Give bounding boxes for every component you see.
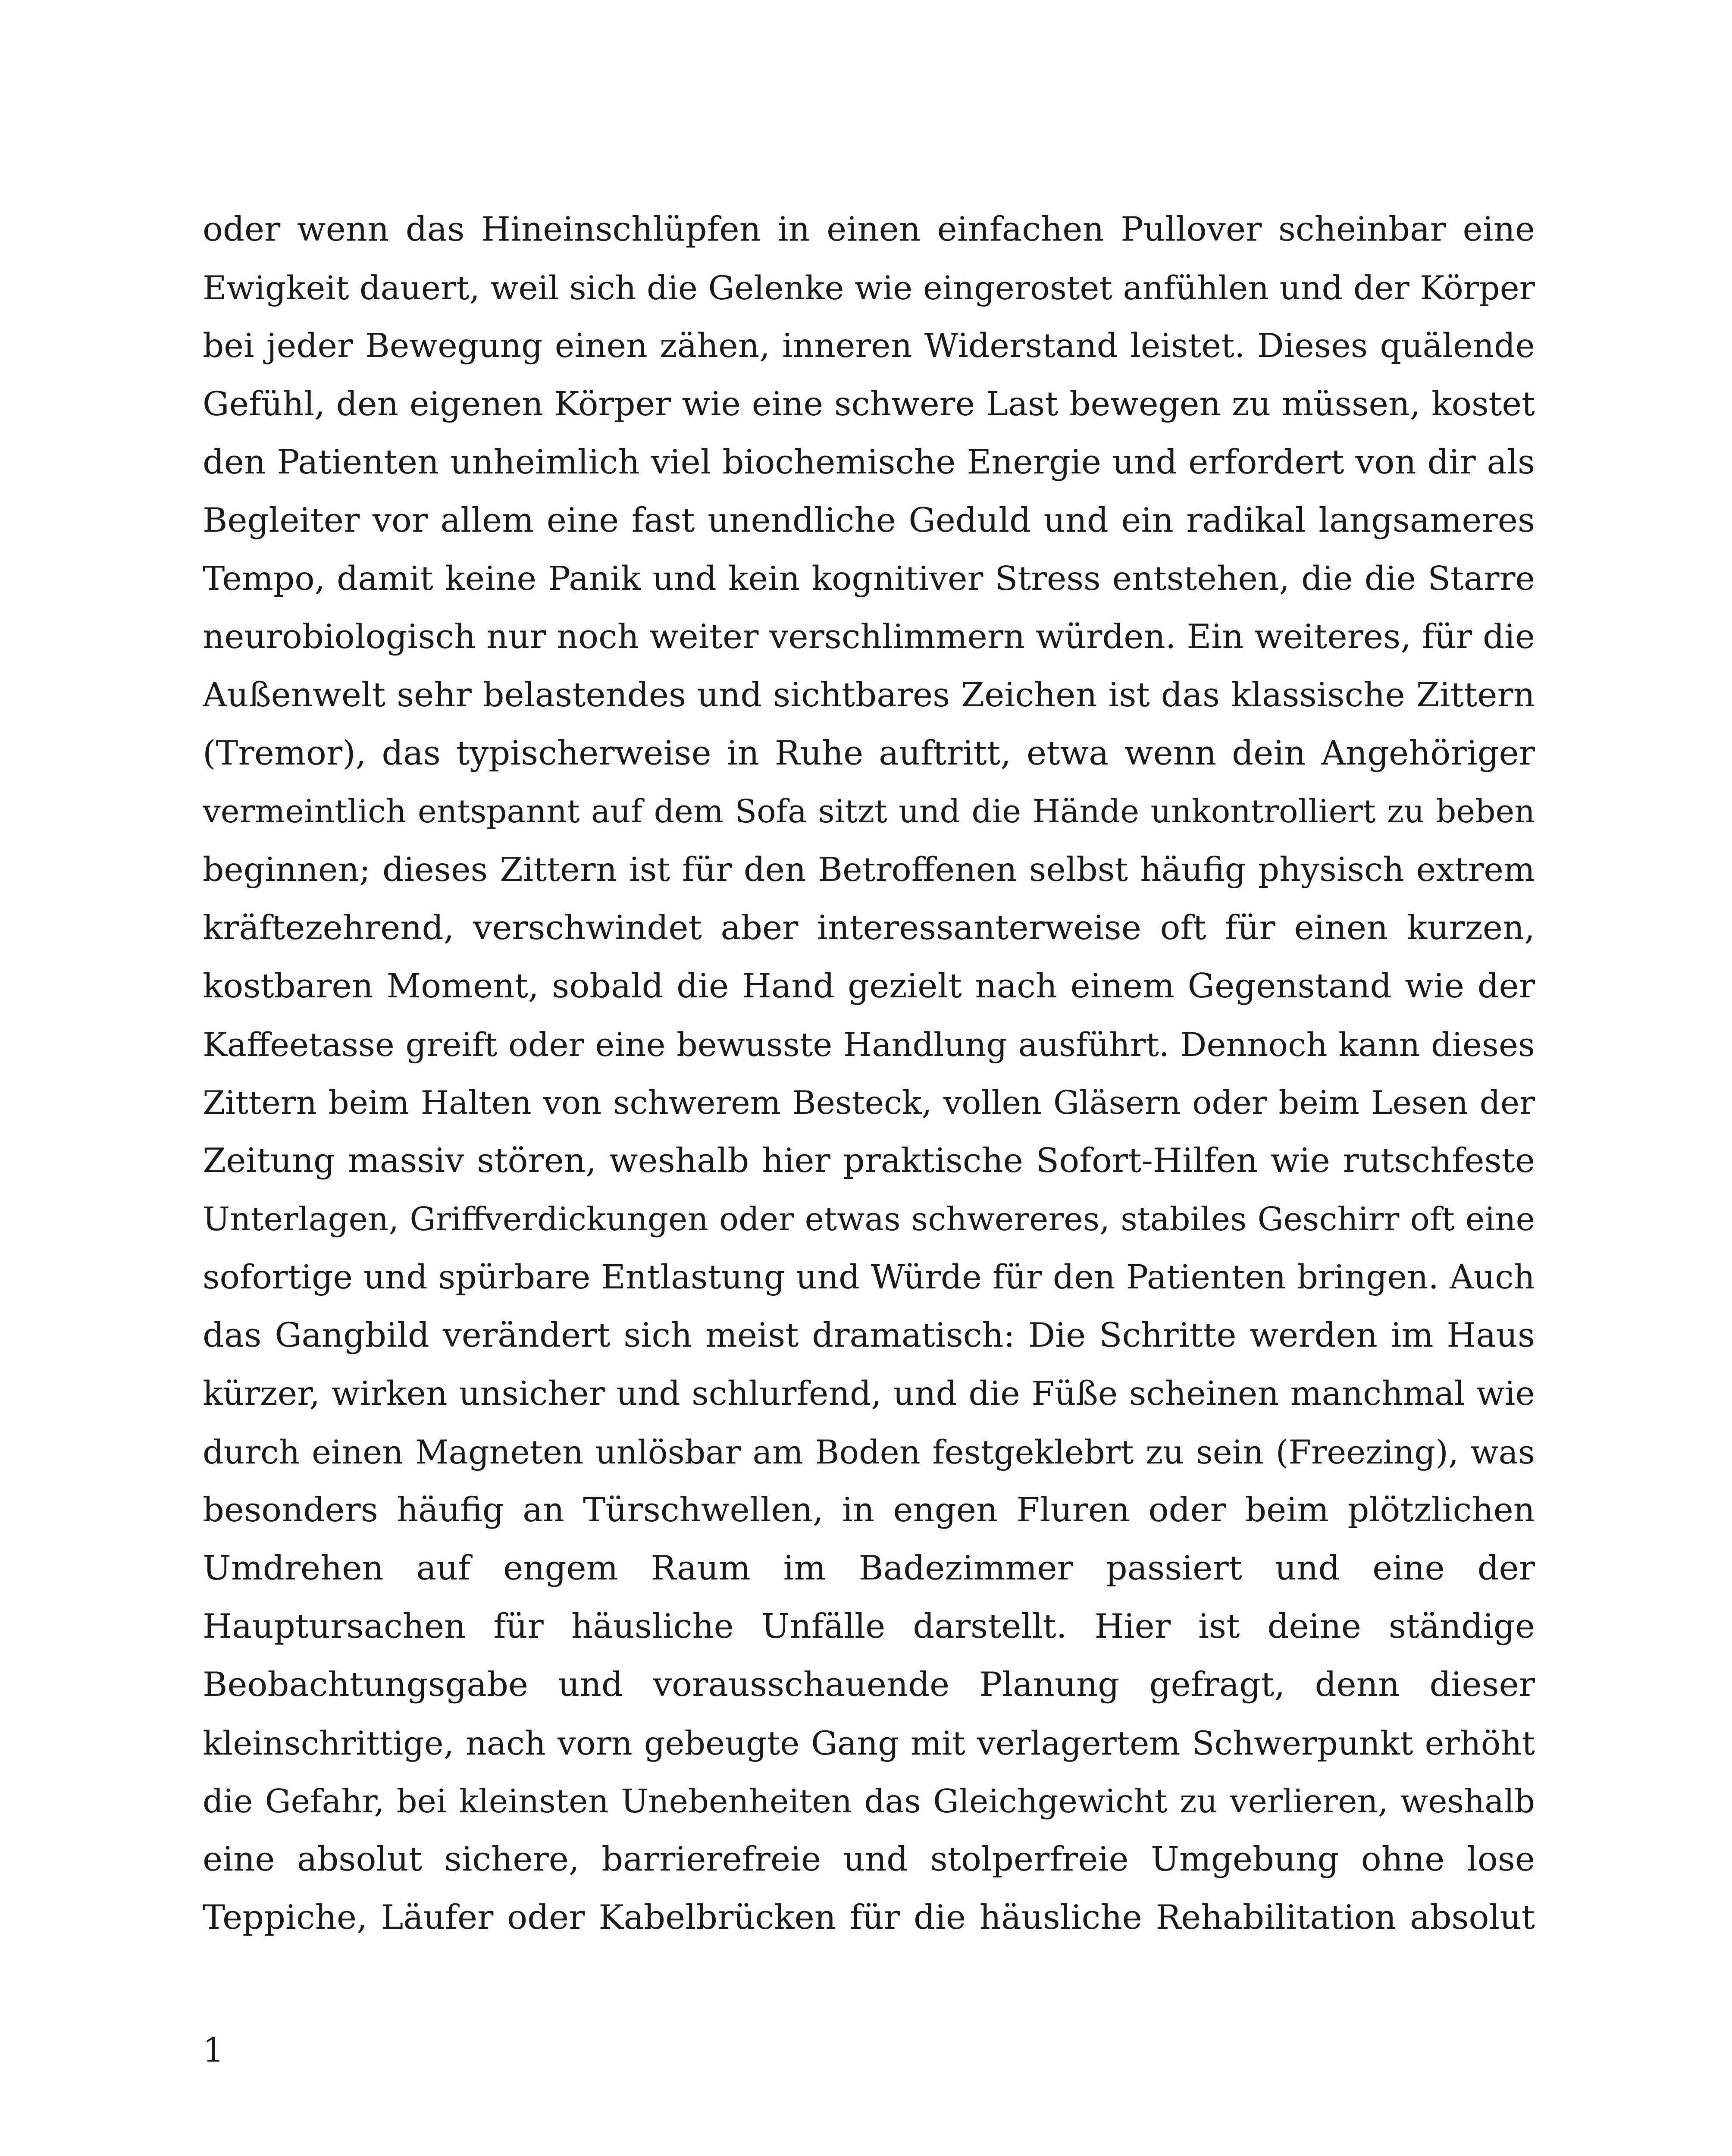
- text-line: Zeitung massiv stören, weshalb hier praktische Sofort-Hilfen wie rutschfeste: [203, 1141, 1535, 1180]
- text-line: Zittern beim Halten von schwerem Besteck, vollen Gläsern oder beim Lesen der: [203, 1084, 1535, 1122]
- text-line: Ewigkeit dauert, weil sich die Gelenke wie eingerostet anfühlen und der Körper: [203, 269, 1535, 307]
- text-line: das Gangbild verändert sich meist dramatisch: Die Schritte werden im Haus: [203, 1316, 1535, 1355]
- text-line: Unterlagen, Griffverdickungen oder etwas schwereres, stabiles Geschirr oft eine: [203, 1200, 1535, 1238]
- text-line: Begleiter vor allem eine fast unendliche Geduld und ein radikal langsameres: [203, 501, 1535, 540]
- text-line: kleinschrittige, nach vorn gebeugte Gang mit verlagertem Schwerpunkt erhöht: [203, 1724, 1535, 1762]
- text-line: oder wenn das Hineinschlüpfen in einen einfachen Pullover scheinbar eine: [203, 210, 1535, 249]
- text-line: Umdrehen auf engem Raum im Badezimmer passiert und eine der: [203, 1549, 1535, 1588]
- body-text: [203, 201, 1535, 1947]
- text-line: Beobachtungsgabe und vorausschauende Planung gefragt, denn dieser: [203, 1665, 1535, 1704]
- text-line: Außenwelt sehr belastendes und sichtbares Zeichen ist das klassische Zittern: [203, 676, 1535, 714]
- text-line: die Gefahr, bei kleinsten Unebenheiten das Gleichgewicht zu verlieren, weshalb: [203, 1782, 1535, 1820]
- text-line: Teppiche, Läufer oder Kabelbrücken für die häusliche Rehabilitation absolut: [203, 1898, 1535, 1937]
- text-line: bei jeder Bewegung einen zähen, inneren Widerstand leistet. Dieses quälende: [203, 327, 1535, 365]
- text-line: durch einen Magneten unlösbar am Boden festgeklebrt zu sein (Freezing), was: [203, 1433, 1535, 1471]
- text-line: kräftezehrend, verschwindet aber interessanterweise oft für einen kurzen,: [203, 909, 1535, 947]
- text-line: besonders häufig an Türschwellen, in engen Fluren oder beim plötzlichen: [203, 1491, 1535, 1529]
- text-line: kürzer, wirken unsicher und schlurfend, und die Füße scheinen manchmal wie: [203, 1375, 1535, 1413]
- text-line: vermeintlich entspannt auf dem Sofa sitzt und die Hände unkontrolliert zu beben: [203, 793, 1535, 830]
- text-line: Kaffeetasse greift oder eine bewusste Handlung ausführt. Dennoch kann dieses: [203, 1025, 1535, 1064]
- text-line: den Patienten unheimlich viel biochemische Energie und erfordert von dir als: [203, 443, 1535, 482]
- page-number: 1: [203, 2031, 224, 2070]
- text-line: Gefühl, den eigenen Körper wie eine schwere Last bewegen zu müssen, kostet: [203, 385, 1535, 423]
- text-line: kostbaren Moment, sobald die Hand gezielt nach einem Gegenstand wie der: [203, 967, 1535, 1006]
- text-line: (Tremor), das typischerweise in Ruhe auftritt, etwa wenn dein Angehöriger: [203, 734, 1535, 773]
- text-line: Hauptursachen für häusliche Unfälle darstellt. Hier ist deine ständige: [203, 1607, 1535, 1646]
- text-line: Tempo, damit keine Panik und kein kognitiver Stress entstehen, die die Starre: [203, 560, 1535, 598]
- text-line: beginnen; dieses Zittern ist für den Betroffenen selbst häufig physisch extrem: [203, 851, 1535, 889]
- text-line: sofortige und spürbare Entlastung und Würde für den Patienten bringen. Auch: [203, 1258, 1535, 1297]
- text-line: neurobiologisch nur noch weiter verschlimmern würden. Ein weiteres, für die: [203, 617, 1535, 656]
- text-line: eine absolut sichere, barrierefreie und stolperfreie Umgebung ohne lose: [203, 1840, 1535, 1879]
